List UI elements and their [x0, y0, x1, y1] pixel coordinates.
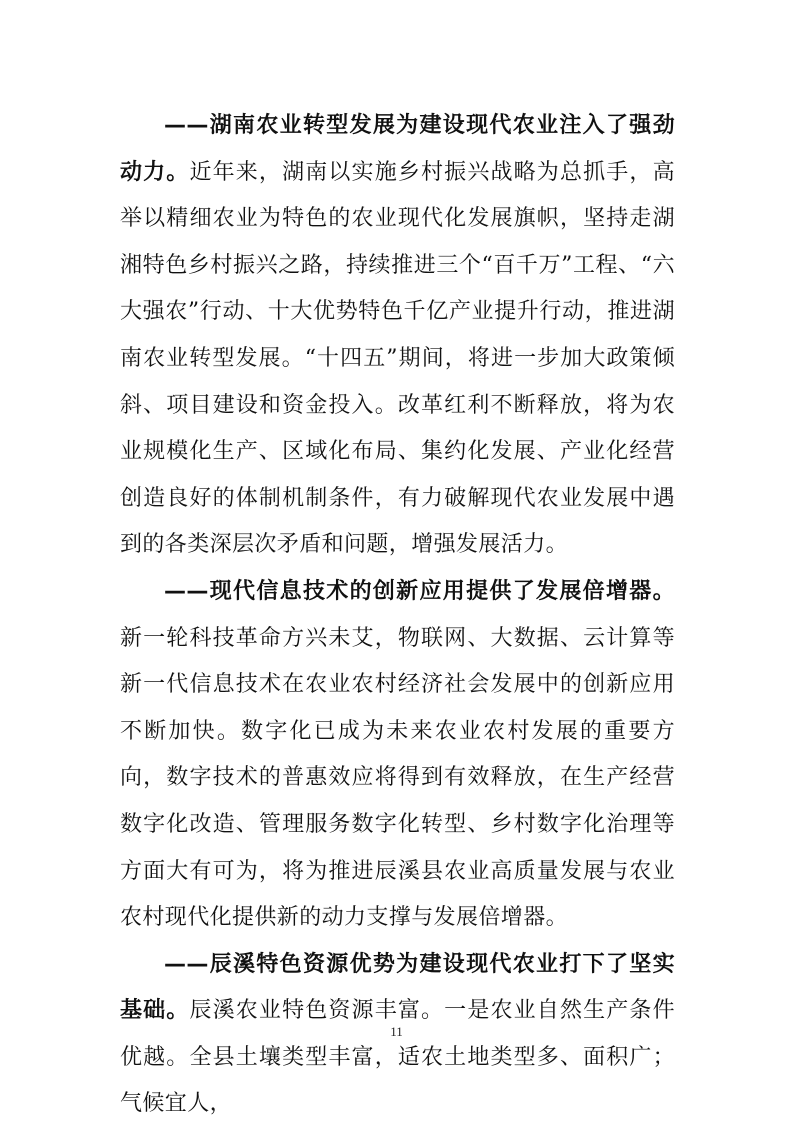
paragraph-body: 新一轮科技革命方兴未艾，物联网、大数据、云计算等新一代信息技术在农业农村经济社会发展中的创新应用不断加快。数字化已成为未来农业农村发展的重要方向，数字技术的普惠效应将得到有效释放，在生产经营数字化改造、管理服务数字化转型、乡村数字化治理等方面大有可为，将为推进辰溪县农业高质量发展与农业农村现代化提供新的动力支撑与发展倍增器。 — [120, 625, 675, 931]
paragraph-body: 辰溪农业特色资源丰富。一是农业自然生产条件优越。全县土壤类型丰富，适农土地类型多、面积广；气候宜人， — [120, 998, 675, 1117]
paragraph-hunan-transformation — [120, 103, 675, 569]
paragraph-heading: ——湖南农业转型发展为建设现代农业注入了强劲动力。 — [120, 113, 675, 185]
page-number: 11 — [390, 1024, 403, 1039]
paragraph-information-technology — [120, 569, 675, 942]
paragraph-heading: ——现代信息技术的创新应用提供了发展倍增器。 — [164, 578, 675, 604]
paragraph-body: 近年来，湖南以实施乡村振兴战略为总抓手，高举以精细农业为特色的农业现代化发展旗帜，坚持走湖湘特色乡村振兴之路，持续推进三个“百千万”工程、“六大强农”行动、十大优势特色千亿产业提升行动，推进湖南农业转型发展。“十四五”期间，将进一步加大政策倾斜、项目建设和资金投入。改革红利不断释放，将为农业规模化生产、区域化布局、集约化发展、产业化经营创造良好的体制机制条件，有力破解现代农业发展中遇到的各类深层次矛盾和问题，增强发展活力。 — [120, 159, 675, 558]
paragraph-heading: ——辰溪特色资源优势为建设现代农业打下了坚实基础。 — [120, 951, 675, 1024]
body-text — [120, 103, 675, 1128]
